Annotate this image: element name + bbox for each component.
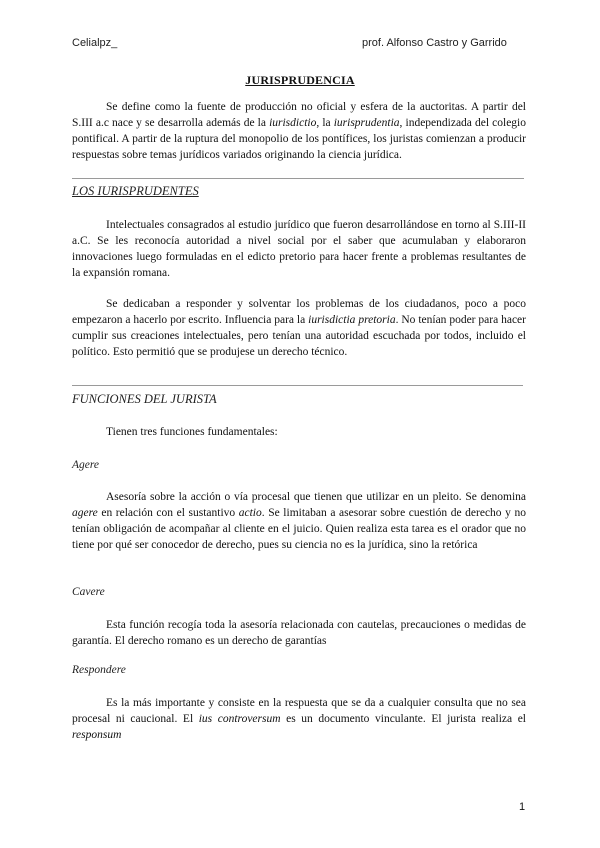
paragraph-text: Se dedicaban a responder y solventar los problemas de los ciudadanos, poco a poco empezaron a hacerlo por escrito. Influencia para la iurisdictia pretoria. No tenían poder para hacer cumplir sus creaciones intelectuales, pero tenían una autoridad escuchada por todos, incluido el político. Esto permitió que se produjese un derecho técnico.	[72, 298, 526, 358]
cavere-heading: Cavere	[72, 586, 105, 598]
header-professor: prof. Alfonso Castro y Garrido	[362, 37, 507, 49]
agere-heading: Agere	[72, 459, 100, 471]
section-heading-funciones: FUNCIONES DEL JURISTA	[72, 392, 217, 406]
section-divider	[72, 178, 524, 179]
respondere-paragraph	[72, 695, 526, 743]
iurisprudentes-paragraph-1	[72, 217, 526, 281]
paragraph-text: Esta función recogía toda la asesoría relacionada con cautelas, precauciones o medidas de garantía. El derecho romano es un derecho de garantías	[72, 619, 526, 647]
section-heading-iurisprudentes: LOS IURISPRUDENTES	[72, 184, 199, 198]
page-number: 1	[519, 801, 526, 813]
intro-section	[72, 99, 526, 163]
paragraph-text: Es la más importante y consiste en la respuesta que se da a cualquier consulta que no sea procesal ni caucional. El ius controversum es un documento vinculante. El jurista realiza el responsum	[72, 697, 526, 741]
iurisprudentes-paragraph-2	[72, 296, 526, 360]
cavere-paragraph	[72, 617, 526, 649]
header-author: Celialpz_	[72, 37, 118, 49]
funciones-intro: Tienen tres funciones fundamentales:	[106, 426, 278, 438]
section-divider	[72, 385, 523, 386]
respondere-heading: Respondere	[72, 664, 126, 676]
paragraph-text: Intelectuales consagrados al estudio jurídico que fueron desarrollándose en torno al S.III-II a.C. Se les reconocía autoridad a nivel social por el saber que acumulaban y elaboraron innovaciones luego formuladas en el edicto pretorio para hacer frente a problemas resultantes de la expansión romana.	[72, 219, 526, 279]
agere-paragraph	[72, 489, 526, 553]
document-title: JURISPRUDENCIA	[245, 73, 355, 87]
intro-paragraph: Se define como la fuente de producción no oficial y esfera de la auctoritas. A partir del S.III a.c nace y se desarrolla además de la iurisdictio, la iurisprudentia, independizada del colegio pontifical. A partir de la ruptura del monopolio de los pontífices, los juristas comienzan a producir respuestas sobre temas jurídicos variados originando la ciencia jurídica.	[72, 101, 526, 161]
paragraph-text: Asesoría sobre la acción o vía procesal que tienen que utilizar en un pleito. Se denomina agere en relación con el sustantivo actio. Se limitaban a asesorar sobre cuestión de derecho y no tenían obligación de acompañar al cliente en el juicio. Quien realiza esta tarea es el orador que no tiene por qué ser conocedor de derecho, pues su ciencia no es la jurídica, sino la retórica	[72, 491, 526, 551]
